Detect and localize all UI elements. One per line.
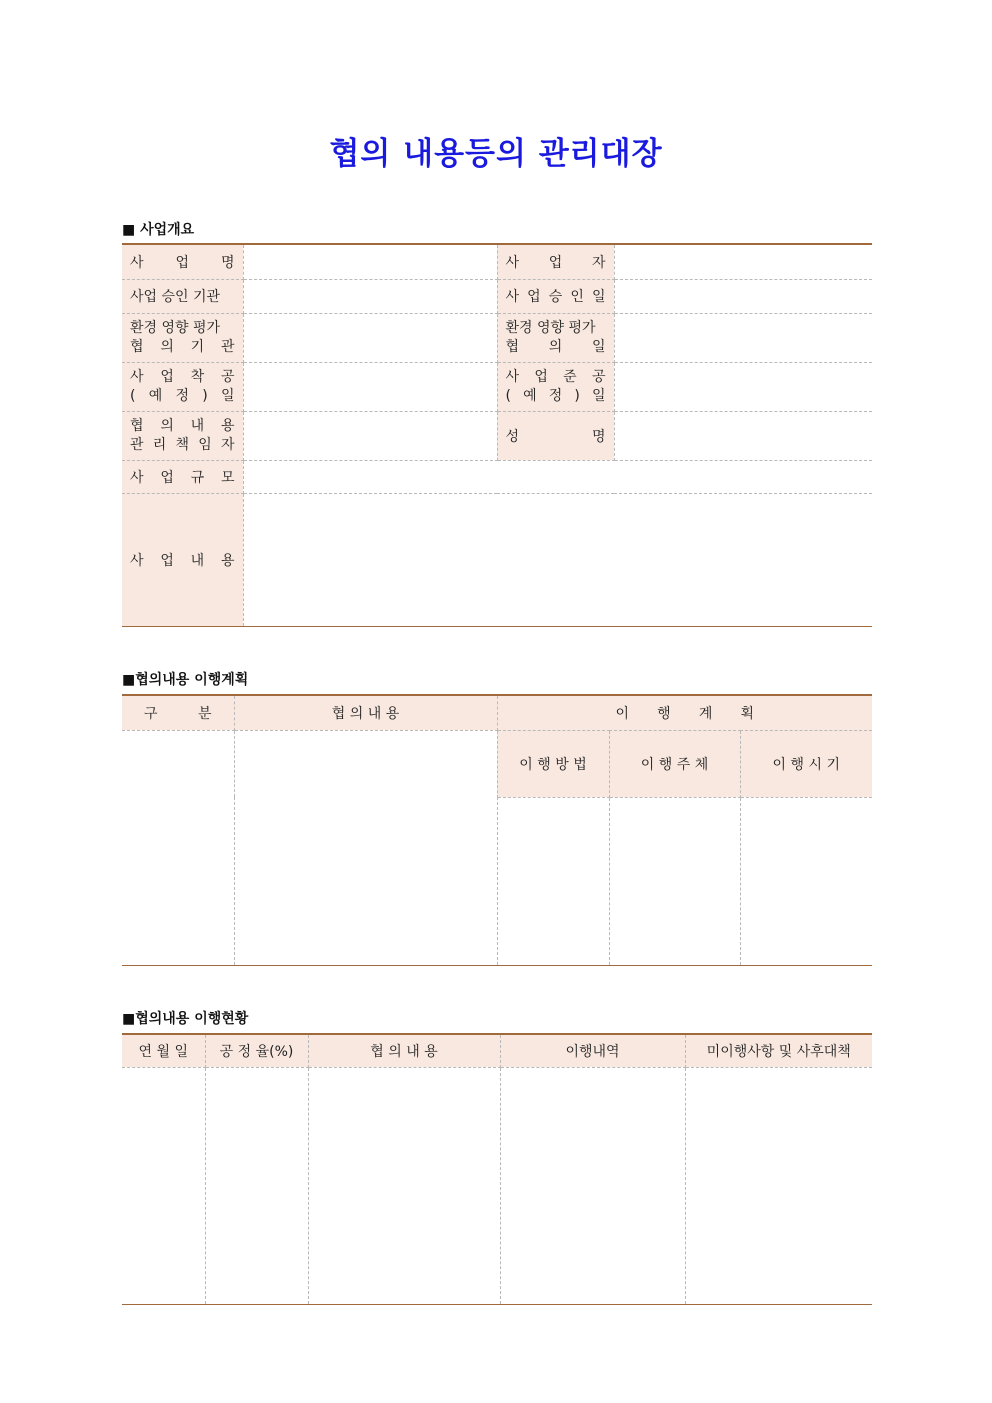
- label-eia-date: 환경 영향 평가 협 의 일: [497, 313, 614, 362]
- label-proprietor: [497, 244, 614, 279]
- header-subject: 이 행 주 체: [609, 730, 740, 797]
- label-eia-agency: 환경 영향 평가 협 의 기 관: [122, 313, 243, 362]
- label-char: 구: [144, 705, 158, 722]
- label-char: (: [505, 387, 511, 404]
- label-char: 업: [160, 368, 174, 385]
- label-char: 분: [197, 705, 212, 722]
- label-char: (: [130, 387, 136, 404]
- section-heading-plan: ■협의내용 이행계획: [122, 672, 249, 688]
- label-char: 착: [190, 368, 205, 385]
- label-char: 계: [698, 705, 713, 722]
- label-char: 사: [130, 469, 144, 486]
- label-char: 예: [523, 387, 537, 404]
- label-char: 자: [591, 254, 606, 271]
- label-char: 의: [160, 417, 174, 434]
- label-name: [497, 411, 614, 460]
- header-content: 협 의 내 용: [234, 695, 497, 730]
- status-table: [122, 1033, 872, 1305]
- header-status-content: 협 의 내 용: [308, 1034, 500, 1067]
- label-char: ): [574, 387, 580, 404]
- label-char: 공: [591, 368, 606, 385]
- field-rate[interactable]: [205, 1067, 308, 1304]
- label-char: 일: [591, 338, 606, 355]
- header-rate: 공 정 율(%): [205, 1034, 308, 1067]
- field-start-date[interactable]: [243, 362, 497, 411]
- label-char: 명: [591, 428, 606, 445]
- page-title: 협의 내용등의 관리대장: [329, 136, 663, 172]
- label-char: 사: [130, 254, 144, 271]
- label-char: 공: [220, 368, 235, 385]
- label-char: 사: [505, 368, 520, 385]
- field-name[interactable]: [614, 411, 872, 460]
- label-char: 인: [570, 289, 584, 305]
- label-char: 명: [220, 254, 235, 271]
- label-char: 업: [175, 254, 190, 271]
- label-char: 협: [130, 417, 144, 434]
- label-char: 획: [740, 705, 754, 722]
- field-status-content[interactable]: [308, 1067, 500, 1304]
- field-approval-date[interactable]: [614, 279, 872, 313]
- field-content[interactable]: [243, 493, 872, 626]
- label-char: 규: [190, 469, 205, 486]
- label-char: 업: [160, 552, 174, 569]
- label-char: 용: [220, 552, 235, 569]
- field-proprietor[interactable]: [614, 244, 872, 279]
- field-date[interactable]: [122, 1067, 205, 1304]
- label-scale: [122, 460, 243, 493]
- header-plan: [497, 695, 872, 730]
- label-char: 사: [130, 368, 144, 385]
- label-char: 기: [190, 338, 205, 355]
- header-time: 이 행 시 기: [740, 730, 872, 797]
- label-char: 업: [527, 289, 541, 305]
- section-heading-status: ■협의내용 이행현황: [122, 1011, 249, 1027]
- field-category[interactable]: [122, 730, 234, 965]
- label-start-date: [122, 362, 243, 411]
- field-unfulfilled[interactable]: [685, 1067, 872, 1304]
- label-approval-date: [497, 279, 614, 313]
- label-char: 자: [220, 436, 235, 453]
- label-project-name: [122, 244, 243, 279]
- label-char: 사: [505, 254, 520, 271]
- label-char: 이: [615, 705, 630, 722]
- label-char: 관: [220, 338, 235, 355]
- field-scale[interactable]: [243, 460, 872, 493]
- field-subject[interactable]: [609, 797, 740, 965]
- label-char: 임: [198, 436, 212, 453]
- label-char: 의: [160, 338, 174, 355]
- label-char: 정: [548, 387, 563, 404]
- label-char: ): [202, 387, 208, 404]
- label-char: 준: [563, 368, 577, 385]
- field-time[interactable]: [740, 797, 872, 965]
- label-char: 협: [505, 338, 520, 355]
- label-char: 책: [175, 436, 189, 453]
- label-approval-agency: 사업 승인 기관: [122, 279, 243, 313]
- field-manager[interactable]: [243, 411, 497, 460]
- label-finish-date: [497, 362, 614, 411]
- label-char: 행: [657, 705, 671, 722]
- label-char: 의: [548, 338, 563, 355]
- label-char: 예: [148, 387, 163, 404]
- label-char: 사: [130, 552, 144, 569]
- field-approval-agency[interactable]: [243, 279, 497, 313]
- field-finish-date[interactable]: [614, 362, 872, 411]
- header-category: [122, 695, 234, 730]
- field-eia-date[interactable]: [614, 313, 872, 362]
- label-char: 승: [548, 289, 563, 305]
- header-unfulfilled: 미이행사항 및 사후대책: [685, 1034, 872, 1067]
- label-manager: [122, 411, 243, 460]
- label-char: 일: [220, 387, 235, 404]
- label-char: 정: [175, 387, 189, 404]
- label-char: 모: [220, 469, 235, 486]
- header-history: 이행내역: [500, 1034, 685, 1067]
- label-content: [122, 493, 243, 626]
- section-heading-overview: ■ 사업개요: [122, 222, 195, 238]
- label-char: 내: [190, 417, 205, 434]
- label-char: 내: [190, 552, 205, 569]
- field-eia-agency[interactable]: [243, 313, 497, 362]
- header-method: 이 행 방 법: [497, 730, 609, 797]
- label-char: 일: [591, 387, 606, 404]
- label-char: 업: [548, 254, 563, 271]
- field-plan-content[interactable]: [234, 730, 497, 965]
- label-char: 업: [534, 368, 548, 385]
- label-char: 업: [160, 469, 174, 486]
- label-char: 관: [130, 436, 144, 453]
- label-char: 리: [152, 436, 167, 453]
- header-date: 연 월 일: [122, 1034, 205, 1067]
- label-char: 사: [505, 289, 520, 305]
- label-char: 용: [220, 417, 235, 434]
- label-char: 협: [130, 338, 144, 355]
- field-method[interactable]: [497, 797, 609, 965]
- field-project-name[interactable]: [243, 244, 497, 279]
- field-history[interactable]: [500, 1067, 685, 1304]
- plan-table: [122, 694, 872, 966]
- overview-table: [122, 243, 872, 627]
- label-char: 일: [591, 289, 606, 305]
- label-char: 성: [505, 428, 520, 445]
